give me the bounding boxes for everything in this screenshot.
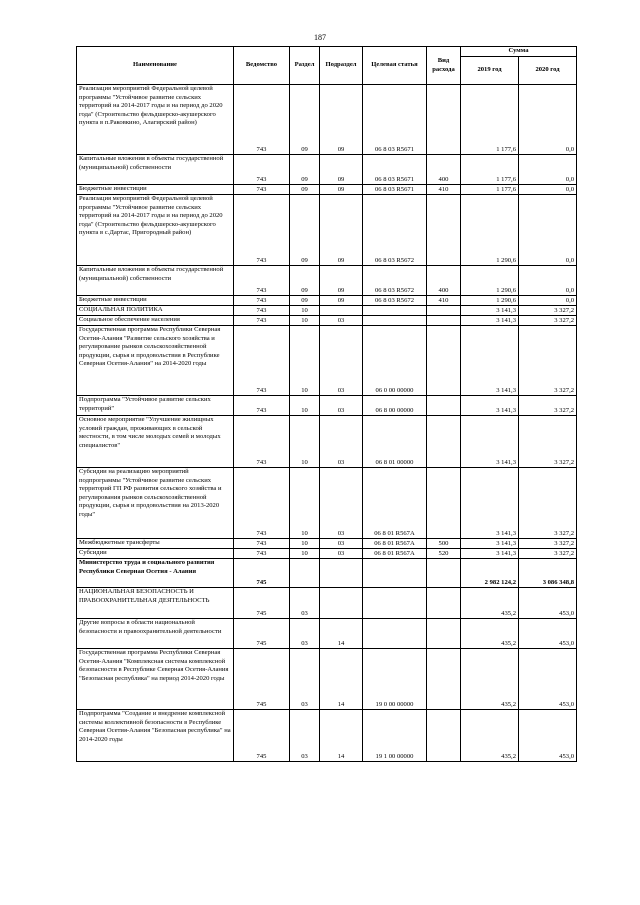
header-type: Вид расхода	[427, 47, 461, 85]
row-sum-2019: 3 141,3	[461, 549, 519, 559]
row-sum-2019: 3 141,3	[461, 416, 519, 468]
row-article	[363, 306, 427, 316]
row-article: 06 8 03 R5672	[363, 266, 427, 296]
header-year-2020: 2020 год	[519, 57, 577, 85]
row-type: 400	[427, 155, 461, 185]
row-section: 03	[290, 649, 320, 710]
row-type	[427, 396, 461, 416]
row-article	[363, 559, 427, 588]
row-subsection: 09	[320, 155, 363, 185]
row-sum-2019: 3 141,3	[461, 539, 519, 549]
table-row	[77, 316, 577, 326]
table-row	[77, 468, 577, 539]
header-section: Раздел	[290, 47, 320, 85]
row-section: 03	[290, 619, 320, 649]
row-section: 10	[290, 306, 320, 316]
row-ministry: 743	[234, 306, 290, 316]
row-article: 06 0 00 00000	[363, 326, 427, 396]
row-subsection: 14	[320, 619, 363, 649]
row-name: Социальное обеспечение населения	[77, 316, 234, 326]
header-sum: Сумма	[461, 47, 577, 57]
table-row	[77, 649, 577, 710]
row-name: Государственная программа Республики Северная Осетия-Алания "Развитие сельского хозяйства и регулирование рынков сельскохозяйственной продукции, сырья и продовольствия в Республике Северная Осетия-Алания" на 2014-2020 годы	[77, 326, 234, 396]
row-ministry: 743	[234, 316, 290, 326]
table-row	[77, 559, 577, 588]
row-subsection: 03	[320, 326, 363, 396]
row-sum-2020: 3 327,2	[519, 326, 577, 396]
row-type	[427, 416, 461, 468]
row-subsection	[320, 306, 363, 316]
row-article: 06 8 03 R5671	[363, 85, 427, 155]
row-name: Подпрограмма "Устойчивое развитие сельских территорий"	[77, 396, 234, 416]
row-subsection: 03	[320, 539, 363, 549]
row-article	[363, 588, 427, 619]
row-sum-2019: 435,2	[461, 649, 519, 710]
row-ministry: 743	[234, 416, 290, 468]
row-type	[427, 559, 461, 588]
row-section: 09	[290, 296, 320, 306]
row-name: Реализация мероприятий Федеральной целевой программы "Устойчивое развитие сельских территорий на 2014-2017 годы и на период до 2020 года" (Строительство фельдшерско-акушерского пункта в с.Дартас, Пригородный район)	[77, 195, 234, 266]
row-section: 03	[290, 588, 320, 619]
table-row	[77, 588, 577, 619]
row-name: Другие вопросы в области национальной безопасности и правоохранительной деятельности	[77, 619, 234, 649]
row-name: Реализация мероприятий Федеральной целевой программы "Устойчивое развитие сельских территорий на 2014-2017 годы и на период до 2020 года" (Строительство фельдшерско-акушерского пункта в п.Раковкино, Алагирский район)	[77, 85, 234, 155]
row-article: 06 8 03 R5672	[363, 296, 427, 306]
row-type: 520	[427, 549, 461, 559]
row-sum-2019: 1 290,6	[461, 296, 519, 306]
row-sum-2020: 453,0	[519, 710, 577, 762]
row-ministry: 743	[234, 296, 290, 306]
header-name: Наименование	[77, 47, 234, 85]
row-type	[427, 85, 461, 155]
row-subsection: 03	[320, 316, 363, 326]
table-row	[77, 155, 577, 185]
row-name: Бюджетные инвестиции	[77, 296, 234, 306]
budget-table	[76, 46, 577, 762]
row-type	[427, 468, 461, 539]
row-name: Подпрограмма "Создание и внедрение комплексной системы коллективной безопасности в Республике Северная Осетия-Алания "Безопасная республика" на 2014-2020 годы	[77, 710, 234, 762]
header-year-2019: 2019 год	[461, 57, 519, 85]
row-article: 06 8 03 R5671	[363, 185, 427, 195]
table-row	[77, 306, 577, 316]
row-section: 10	[290, 316, 320, 326]
row-subsection: 03	[320, 468, 363, 539]
row-sum-2020: 453,0	[519, 619, 577, 649]
row-name: Межбюджетные трансферты	[77, 539, 234, 549]
row-name: Государственная программа Республики Северная Осетия-Алания "Комплексная система комплексной безопасности в Республике Северная Осетия-Алания "Безопасная республика" на период 2014-2020 годы	[77, 649, 234, 710]
row-ministry: 743	[234, 266, 290, 296]
row-type	[427, 326, 461, 396]
row-sum-2019: 3 141,3	[461, 468, 519, 539]
row-ministry: 743	[234, 195, 290, 266]
row-name: Субсидии	[77, 549, 234, 559]
row-ministry: 745	[234, 710, 290, 762]
row-sum-2020: 3 086 348,8	[519, 559, 577, 588]
row-sum-2019: 1 177,6	[461, 85, 519, 155]
row-name: Министерство труда и социального развития Республики Северная Осетия - Алания	[77, 559, 234, 588]
row-type	[427, 649, 461, 710]
page-number: 187	[314, 33, 326, 42]
row-sum-2020: 0,0	[519, 85, 577, 155]
row-article: 06 8 00 00000	[363, 396, 427, 416]
row-sum-2019: 1 177,6	[461, 185, 519, 195]
row-sum-2020: 453,0	[519, 649, 577, 710]
row-sum-2020: 0,0	[519, 195, 577, 266]
row-sum-2019: 1 290,6	[461, 195, 519, 266]
row-type	[427, 619, 461, 649]
row-section: 09	[290, 185, 320, 195]
header-ministry: Ведомство	[234, 47, 290, 85]
row-type: 500	[427, 539, 461, 549]
row-ministry: 745	[234, 619, 290, 649]
row-sum-2020: 3 327,2	[519, 416, 577, 468]
table-row	[77, 416, 577, 468]
row-ministry: 743	[234, 468, 290, 539]
row-article: 19 0 00 00000	[363, 649, 427, 710]
row-name: СОЦИАЛЬНАЯ ПОЛИТИКА	[77, 306, 234, 316]
row-article: 06 8 01 R567A	[363, 539, 427, 549]
row-type: 410	[427, 296, 461, 306]
row-subsection	[320, 559, 363, 588]
row-subsection: 03	[320, 549, 363, 559]
row-sum-2020: 3 327,2	[519, 468, 577, 539]
row-subsection: 09	[320, 195, 363, 266]
row-name: Капитальные вложения в объекты государственной (муниципальной) собственности	[77, 266, 234, 296]
table-row	[77, 185, 577, 195]
table-row	[77, 326, 577, 396]
row-sum-2020: 3 327,2	[519, 539, 577, 549]
table-row	[77, 710, 577, 762]
header-article: Целевая статья	[363, 47, 427, 85]
row-sum-2020: 453,0	[519, 588, 577, 619]
row-section	[290, 559, 320, 588]
row-ministry: 743	[234, 549, 290, 559]
row-section: 10	[290, 549, 320, 559]
row-type: 400	[427, 266, 461, 296]
row-subsection: 09	[320, 85, 363, 155]
row-type	[427, 195, 461, 266]
row-article: 06 8 01 R567A	[363, 549, 427, 559]
row-sum-2019: 3 141,3	[461, 396, 519, 416]
row-section: 09	[290, 85, 320, 155]
row-section: 09	[290, 195, 320, 266]
row-subsection: 09	[320, 296, 363, 306]
row-type	[427, 316, 461, 326]
row-ministry: 743	[234, 539, 290, 549]
table-row	[77, 195, 577, 266]
row-sum-2020: 3 327,2	[519, 316, 577, 326]
table-row	[77, 296, 577, 306]
row-section: 10	[290, 468, 320, 539]
row-article	[363, 316, 427, 326]
row-sum-2020: 3 327,2	[519, 396, 577, 416]
row-sum-2019: 435,2	[461, 619, 519, 649]
row-name: Бюджетные инвестиции	[77, 185, 234, 195]
row-sum-2019: 1 290,6	[461, 266, 519, 296]
row-name: Основное мероприятие "Улучшение жилищных условий граждан, проживающих в сельской местности, в том числе молодых семей и молодых специалистов"	[77, 416, 234, 468]
row-name: Капитальные вложения в объекты государственной (муниципальной) собственности	[77, 155, 234, 185]
table-row	[77, 85, 577, 155]
row-ministry: 743	[234, 185, 290, 195]
row-section: 03	[290, 710, 320, 762]
row-sum-2019: 1 177,6	[461, 155, 519, 185]
row-section: 10	[290, 416, 320, 468]
row-subsection: 03	[320, 396, 363, 416]
row-sum-2020: 0,0	[519, 266, 577, 296]
row-sum-2020: 0,0	[519, 185, 577, 195]
table-row	[77, 539, 577, 549]
row-article: 06 8 01 R567A	[363, 468, 427, 539]
row-ministry: 743	[234, 396, 290, 416]
table-row	[77, 266, 577, 296]
row-subsection: 14	[320, 710, 363, 762]
row-name: НАЦИОНАЛЬНАЯ БЕЗОПАСНОСТЬ И ПРАВООХРАНИТЕЛЬНАЯ ДЕЯТЕЛЬНОСТЬ	[77, 588, 234, 619]
row-article	[363, 619, 427, 649]
row-section: 10	[290, 326, 320, 396]
row-sum-2019: 2 982 124,2	[461, 559, 519, 588]
row-type	[427, 306, 461, 316]
row-article: 06 8 03 R5671	[363, 155, 427, 185]
row-section: 10	[290, 539, 320, 549]
row-sum-2019: 435,2	[461, 710, 519, 762]
row-sum-2019: 3 141,3	[461, 306, 519, 316]
row-section: 09	[290, 155, 320, 185]
row-sum-2020: 0,0	[519, 155, 577, 185]
row-ministry: 745	[234, 559, 290, 588]
row-article: 19 1 00 00000	[363, 710, 427, 762]
row-subsection: 09	[320, 185, 363, 195]
row-subsection: 14	[320, 649, 363, 710]
row-sum-2020: 3 327,2	[519, 549, 577, 559]
row-name: Субсидии на реализацию мероприятий подпрограммы "Устойчивое развитие сельских территорий ГП РФ развития сельского хозяйства и регулирования рынков сельскохозяйственной продукции, сырья и продовольствия на 2013-2020 годы"	[77, 468, 234, 539]
table-row	[77, 619, 577, 649]
row-ministry: 743	[234, 85, 290, 155]
row-type: 410	[427, 185, 461, 195]
row-subsection: 09	[320, 266, 363, 296]
table-row	[77, 396, 577, 416]
row-ministry: 743	[234, 155, 290, 185]
row-subsection: 03	[320, 416, 363, 468]
row-type	[427, 710, 461, 762]
row-section: 09	[290, 266, 320, 296]
row-sum-2019: 3 141,3	[461, 326, 519, 396]
row-subsection	[320, 588, 363, 619]
row-type	[427, 588, 461, 619]
row-sum-2020: 3 327,2	[519, 306, 577, 316]
row-ministry: 743	[234, 326, 290, 396]
table-row	[77, 549, 577, 559]
row-article: 06 8 03 R5672	[363, 195, 427, 266]
row-ministry: 745	[234, 588, 290, 619]
row-sum-2019: 435,2	[461, 588, 519, 619]
row-sum-2020: 0,0	[519, 296, 577, 306]
row-ministry: 745	[234, 649, 290, 710]
row-sum-2019: 3 141,3	[461, 316, 519, 326]
row-article: 06 8 01 00000	[363, 416, 427, 468]
header-subsection: Подраздел	[320, 47, 363, 85]
row-section: 10	[290, 396, 320, 416]
